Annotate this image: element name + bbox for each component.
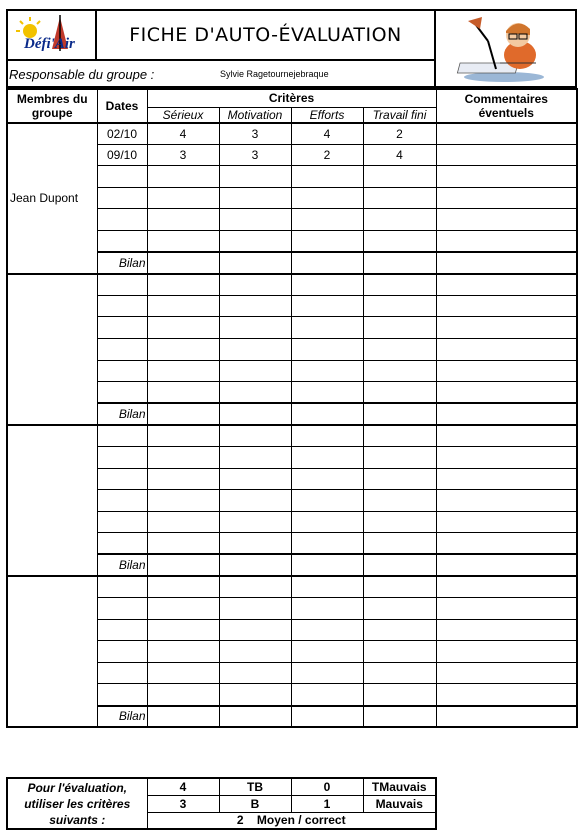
date-cell: [97, 598, 147, 620]
col-criteria-header: Critères: [147, 89, 436, 107]
score-cell: [291, 706, 363, 728]
score-cell: [147, 252, 219, 274]
col-comments-header: Commentaires éventuels: [436, 89, 577, 123]
date-cell: [97, 684, 147, 706]
date-cell: [97, 619, 147, 641]
score-cell: [291, 425, 363, 447]
score-cell: [363, 684, 436, 706]
member-name-cell: [7, 274, 97, 425]
evaluation-table: [6, 88, 578, 728]
illustration-box: [434, 9, 577, 88]
comment-cell: [436, 619, 577, 641]
legend-value: 0: [291, 778, 363, 795]
score-cell: [291, 533, 363, 555]
score-cell: [291, 619, 363, 641]
score-cell: [363, 252, 436, 274]
score-cell: [363, 598, 436, 620]
score-cell: [363, 706, 436, 728]
score-cell: [219, 230, 291, 252]
score-cell: [219, 684, 291, 706]
score-cell: [219, 576, 291, 598]
score-cell: [363, 490, 436, 512]
comment-cell: [436, 533, 577, 555]
score-cell: [219, 403, 291, 425]
date-cell: [97, 641, 147, 663]
bilan-label: Bilan: [97, 252, 147, 274]
score-cell: [147, 295, 219, 317]
criterion-header: Efforts: [291, 107, 363, 123]
score-cell: [291, 187, 363, 209]
score-cell: [291, 511, 363, 533]
score-cell: [363, 360, 436, 382]
score-cell: [147, 187, 219, 209]
score-cell: [219, 317, 291, 339]
score-cell: [147, 662, 219, 684]
score-cell: [219, 662, 291, 684]
date-cell: [97, 576, 147, 598]
score-cell: [363, 230, 436, 252]
score-cell: [363, 641, 436, 663]
score-cell: [219, 187, 291, 209]
score-cell: [291, 166, 363, 188]
score-cell: [219, 598, 291, 620]
legend-text: B: [219, 795, 291, 812]
logo-text: Défi'Air: [24, 36, 75, 52]
score-cell: [147, 490, 219, 512]
score-cell: [363, 166, 436, 188]
date-cell: [97, 295, 147, 317]
score-cell: [363, 554, 436, 576]
comment-cell: [436, 123, 577, 145]
score-cell: [147, 338, 219, 360]
comment-cell: [436, 641, 577, 663]
page-title: [95, 9, 436, 61]
score-cell: [147, 511, 219, 533]
score-cell: [363, 317, 436, 339]
score-cell: [147, 382, 219, 404]
comment-cell: [436, 598, 577, 620]
score-cell: [291, 641, 363, 663]
score-cell: [363, 338, 436, 360]
score-cell: [219, 338, 291, 360]
score-cell: [363, 533, 436, 555]
criterion-header: Sérieux: [147, 107, 219, 123]
criterion-header: Motivation: [219, 107, 291, 123]
date-cell: [97, 425, 147, 447]
score-cell: [147, 684, 219, 706]
score-cell: [219, 554, 291, 576]
score-cell: [291, 295, 363, 317]
score-cell: [363, 209, 436, 231]
member-name-cell: Jean Dupont: [7, 123, 97, 274]
score-cell: [291, 554, 363, 576]
comment-cell: [436, 230, 577, 252]
score-cell: [291, 662, 363, 684]
score-cell: [219, 533, 291, 555]
score-cell: [291, 274, 363, 296]
score-cell: [219, 274, 291, 296]
score-cell: [147, 166, 219, 188]
score-cell: [291, 684, 363, 706]
bilan-label: Bilan: [97, 706, 147, 728]
score-cell: [219, 252, 291, 274]
score-cell: [147, 533, 219, 555]
score-cell: [291, 252, 363, 274]
comment-cell: [436, 187, 577, 209]
date-cell: [97, 274, 147, 296]
comment-cell: [436, 274, 577, 296]
col-members-header: Membres du groupe: [7, 89, 97, 123]
member-name-cell: [7, 576, 97, 727]
score-cell: [219, 166, 291, 188]
responsable-row: [6, 59, 436, 88]
comment-cell: [436, 403, 577, 425]
comment-cell: [436, 468, 577, 490]
score-cell: [291, 576, 363, 598]
score-cell: [291, 598, 363, 620]
score-cell: [147, 576, 219, 598]
score-cell: [147, 360, 219, 382]
score-cell: [147, 468, 219, 490]
score-cell: [363, 295, 436, 317]
date-cell: 02/10: [97, 123, 147, 145]
comment-cell: [436, 662, 577, 684]
score-cell: [147, 209, 219, 231]
score-cell: 3: [147, 144, 219, 166]
comment-cell: [436, 209, 577, 231]
date-cell: [97, 446, 147, 468]
responsable-name: Sylvie Ragetournejebraque: [220, 69, 329, 79]
comment-cell: [436, 317, 577, 339]
score-cell: 4: [291, 123, 363, 145]
score-cell: [147, 274, 219, 296]
criterion-header: Travail fini: [363, 107, 436, 123]
legend-value: 3: [147, 795, 219, 812]
score-cell: [291, 490, 363, 512]
score-cell: [291, 230, 363, 252]
legend-value: 2: [236, 813, 244, 828]
comment-cell: [436, 554, 577, 576]
comment-cell: [436, 338, 577, 360]
legend-value: 1: [291, 795, 363, 812]
score-cell: [219, 209, 291, 231]
comment-cell: [436, 166, 577, 188]
score-cell: [363, 619, 436, 641]
date-cell: 09/10: [97, 144, 147, 166]
member-name-cell: [7, 425, 97, 576]
score-cell: [219, 706, 291, 728]
score-cell: [291, 360, 363, 382]
student-writing-icon: [436, 11, 575, 86]
score-cell: [291, 403, 363, 425]
evaluation-legend: [6, 777, 437, 830]
score-cell: [147, 598, 219, 620]
score-cell: [219, 641, 291, 663]
score-cell: [363, 187, 436, 209]
score-cell: [291, 338, 363, 360]
score-cell: [147, 425, 219, 447]
score-cell: [363, 425, 436, 447]
score-cell: [219, 446, 291, 468]
score-cell: [147, 403, 219, 425]
bilan-label: Bilan: [97, 554, 147, 576]
date-cell: [97, 166, 147, 188]
score-cell: [147, 641, 219, 663]
comment-cell: [436, 144, 577, 166]
table-row: [7, 576, 577, 598]
table-row: [7, 425, 577, 447]
date-cell: [97, 209, 147, 231]
score-cell: [147, 446, 219, 468]
date-cell: [97, 360, 147, 382]
date-cell: [97, 490, 147, 512]
score-cell: [363, 382, 436, 404]
score-cell: [219, 425, 291, 447]
legend-text: TMauvais: [363, 778, 436, 795]
score-cell: [291, 446, 363, 468]
score-cell: [291, 468, 363, 490]
score-cell: [363, 662, 436, 684]
legend-text: Moyen / correct: [256, 813, 346, 828]
comment-cell: [436, 706, 577, 728]
score-cell: [147, 554, 219, 576]
score-cell: [219, 468, 291, 490]
score-cell: [363, 446, 436, 468]
bilan-label: Bilan: [97, 403, 147, 425]
score-cell: [363, 576, 436, 598]
date-cell: [97, 382, 147, 404]
date-cell: [97, 662, 147, 684]
score-cell: [291, 209, 363, 231]
comment-cell: [436, 576, 577, 598]
score-cell: [363, 403, 436, 425]
score-cell: 2: [363, 123, 436, 145]
score-cell: [219, 511, 291, 533]
score-cell: 3: [219, 144, 291, 166]
legend-middle: [147, 812, 436, 829]
legend-label: Pour l'évaluation, utiliser les critères suivants :: [7, 778, 147, 829]
score-cell: [291, 317, 363, 339]
date-cell: [97, 187, 147, 209]
score-cell: [363, 511, 436, 533]
score-cell: [363, 274, 436, 296]
score-cell: [147, 706, 219, 728]
comment-cell: [436, 382, 577, 404]
col-dates-header: Dates: [97, 89, 147, 123]
score-cell: [219, 295, 291, 317]
comment-cell: [436, 511, 577, 533]
page-title-text: FICHE D'AUTO-ÉVALUATION: [129, 24, 402, 46]
score-cell: 2: [291, 144, 363, 166]
score-cell: 4: [147, 123, 219, 145]
score-cell: [219, 382, 291, 404]
score-cell: [219, 619, 291, 641]
comment-cell: [436, 490, 577, 512]
legend-text: TB: [219, 778, 291, 795]
date-cell: [97, 230, 147, 252]
comment-cell: [436, 425, 577, 447]
comment-cell: [436, 684, 577, 706]
score-cell: 3: [219, 123, 291, 145]
responsable-label: Responsable du groupe :: [9, 67, 155, 82]
score-cell: [291, 382, 363, 404]
score-cell: [147, 230, 219, 252]
score-cell: [219, 490, 291, 512]
score-cell: [219, 360, 291, 382]
comment-cell: [436, 446, 577, 468]
logo-icon: [8, 11, 95, 59]
table-row: [7, 123, 577, 145]
score-cell: [363, 468, 436, 490]
date-cell: [97, 511, 147, 533]
logo-box: [6, 9, 97, 61]
legend-value: 4: [147, 778, 219, 795]
score-cell: [147, 619, 219, 641]
date-cell: [97, 533, 147, 555]
score-cell: 4: [363, 144, 436, 166]
date-cell: [97, 468, 147, 490]
legend-text: Mauvais: [363, 795, 436, 812]
score-cell: [147, 317, 219, 339]
comment-cell: [436, 252, 577, 274]
table-row: [7, 274, 577, 296]
date-cell: [97, 338, 147, 360]
date-cell: [97, 317, 147, 339]
comment-cell: [436, 295, 577, 317]
comment-cell: [436, 360, 577, 382]
